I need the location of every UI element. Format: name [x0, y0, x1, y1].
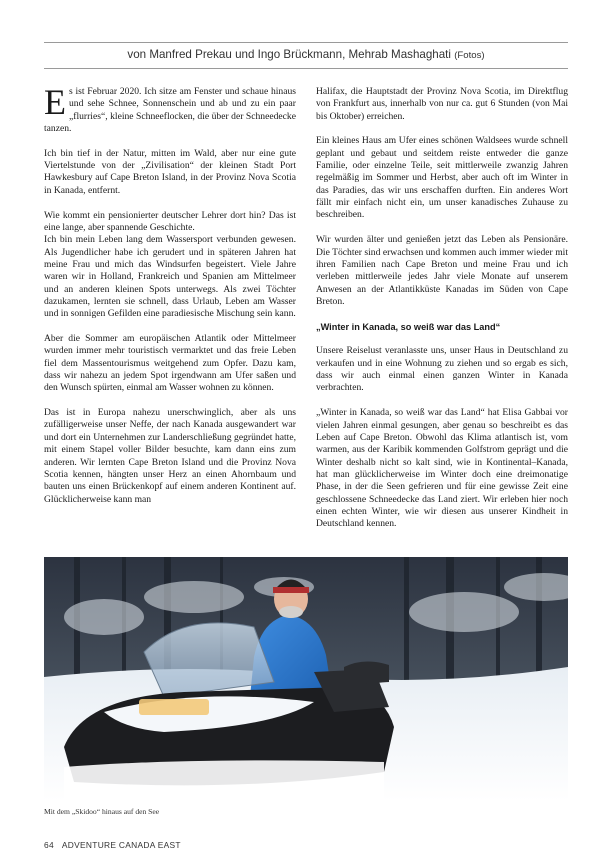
- photo-caption: Mit dem „Skidoo“ hinaus auf den See: [44, 807, 160, 816]
- page-footer: [44, 840, 181, 850]
- author-1: Manfred Prekau: [149, 48, 232, 61]
- photo-credit: (Fotos): [454, 50, 485, 61]
- snowmobile-photo-image: [44, 557, 568, 801]
- section-heading: „Winter in Kanada, so weiß war das Land“: [316, 321, 501, 332]
- byline-rule: [44, 68, 568, 69]
- byline-and: und: [235, 48, 255, 61]
- paragraph: Ein kleines Haus am Ufer eines schönen Waldsees wurde schnell geplant und gebaut und seitdem reiste entweder die ganze Familie, oder einzelne Teile, seit mittlerweile zwanzig Jahren regelmäßig im Sommer und Herbst, aber auch oft im Winter in das Paradies, das wir uns erschaffen durften. Ein anderes Wort fällt mir einfach nicht ein, um unser kanadisches Zuhause zu beschreiben.: [316, 135, 568, 221]
- paragraph: Wir wurden älter und genießen jetzt das Leben als Pensionäre. Die Töchter sind erwachsen und kommen auch immer wieder mit ihren Familien nach Cape Breton und meine Frau und ich verleben mittlerweile jedes Jahr viele Monate auf unserem Anwesen an der Atlantikküste Kanadas im Süden von Cape Breton.: [316, 234, 568, 307]
- paragraph: Es ist Februar 2020. Ich sitze am Fenster und schaue hinaus und sehe Schnee, Sonnenschein und ab und zu ein paar „flurries“, kleine Schneeflocken, die über der Schneedecke tanzen.: [44, 82, 296, 135]
- author-2: Ingo Brückmann, Mehrab Mashaghati: [257, 48, 451, 61]
- paragraph: Aber die Sommer am europäischen Atlantik oder Mittelmeer wurden immer mehr touristisch vermarktet und das freie Leben fiel dem Massentourismus weitgehend zum Opfer. Dazu kam, dass wir nahezu an jedem Spot irgendwann am Ufer saßen und den Wunsch spürten, einmal am Wasser wohnen zu können.: [44, 333, 296, 394]
- magazine-name: ADVENTURE CANADA EAST: [61, 840, 181, 850]
- paragraph: Das ist in Europa nahezu unerschwinglich, aber als uns zufälligerweise unser Neffe, der nach Kanada ausgewandert war und dort ein Unternehmen zur Landerschließung gegründet hatte, mit einem Stapel voller Bilder besuchte, kam dann eins zum anderen. Wir lernten Cape Breton Island und die Provinz Nova Scotia kennen, hängten unser Herz an einen Ahornbaum und bauten uns einen Brückenkopf auf einem anderen Kontinent auf. Glücklicherweise kann man: [44, 407, 296, 505]
- page-number: 64: [44, 840, 54, 850]
- paragraph: Halifax, die Hauptstadt der Provinz Nova Scotia, im Direktflug von Frankfurt aus, innerhalb von nur ca. gut 6 Stunden (von Mai bis Oktober) erreichen.: [316, 86, 568, 122]
- paragraph: Unsere Reiselust veranlasste uns, unser Haus in Deutschland zu verkaufen und in eine Wohnung zu ziehen und so ergab es sich, dass wir auch einmal einen ganzen Winter in Kanada verbrachten.: [316, 345, 568, 394]
- byline-prefix: von: [127, 48, 147, 61]
- paragraph: Wie kommt ein pensionierter deutscher Lehrer dort hin? Das ist eine lange, aber spannende Geschichte.: [44, 209, 296, 233]
- top-rule: [44, 42, 568, 43]
- snowmobile-photo: [44, 557, 568, 801]
- left-column: [44, 82, 296, 518]
- paragraph: Ich bin mein Leben lang dem Wassersport verbunden gewesen. Als Jugendlicher habe ich gerudert und in späteren Jahren hat meine Frau und mich das Windsurfen begeistert. Viele Jahre waren wir in Holland, Frankreich und Spanien am Mittelmeer und an anderen kleinen Spots unterwegs. Als zwei Töchter dazukamen, lernten sie schnell, dass Urlaub, Leben am Wasser und in sonnigen Gefilden eine paradiesische Mischung sein kann.: [44, 234, 296, 320]
- paragraph: Ich bin tief in der Natur, mitten im Wald, aber nur eine gute Viertelstunde von der „Zivilisation“ der kleinen Stadt Port Hawkesbury auf Cape Breton Island, in der Provinz Nova Scotia in Kanada, entfernt.: [44, 147, 296, 196]
- paragraph: „Winter in Kanada, so weiß war das Land“ hat Elisa Gabbai vor vielen Jahren einmal gesungen, aber genau so beschreibt es das Leben auf Cape Breton. Obwohl das Klima atlantisch ist, vom warmen, aus der Karibik kommenden Golfstrom geprägt und die Winter deshalb nicht so kalt sind, wie in Kontinental–Kanada, hat man glücklicherweise im Winter doch eine dreimonatige Phase, in der die Seen gefrieren und für eine gewisse Zeit eine geschlossene Schneedecke das Land ziert. Wir erleben hier noch einen echten Winter, wie wir diesen aus unserer Kindheit in Deutschland kennen.: [316, 407, 568, 530]
- right-column: [316, 86, 568, 531]
- byline: [44, 48, 568, 61]
- drop-cap: E: [44, 82, 66, 122]
